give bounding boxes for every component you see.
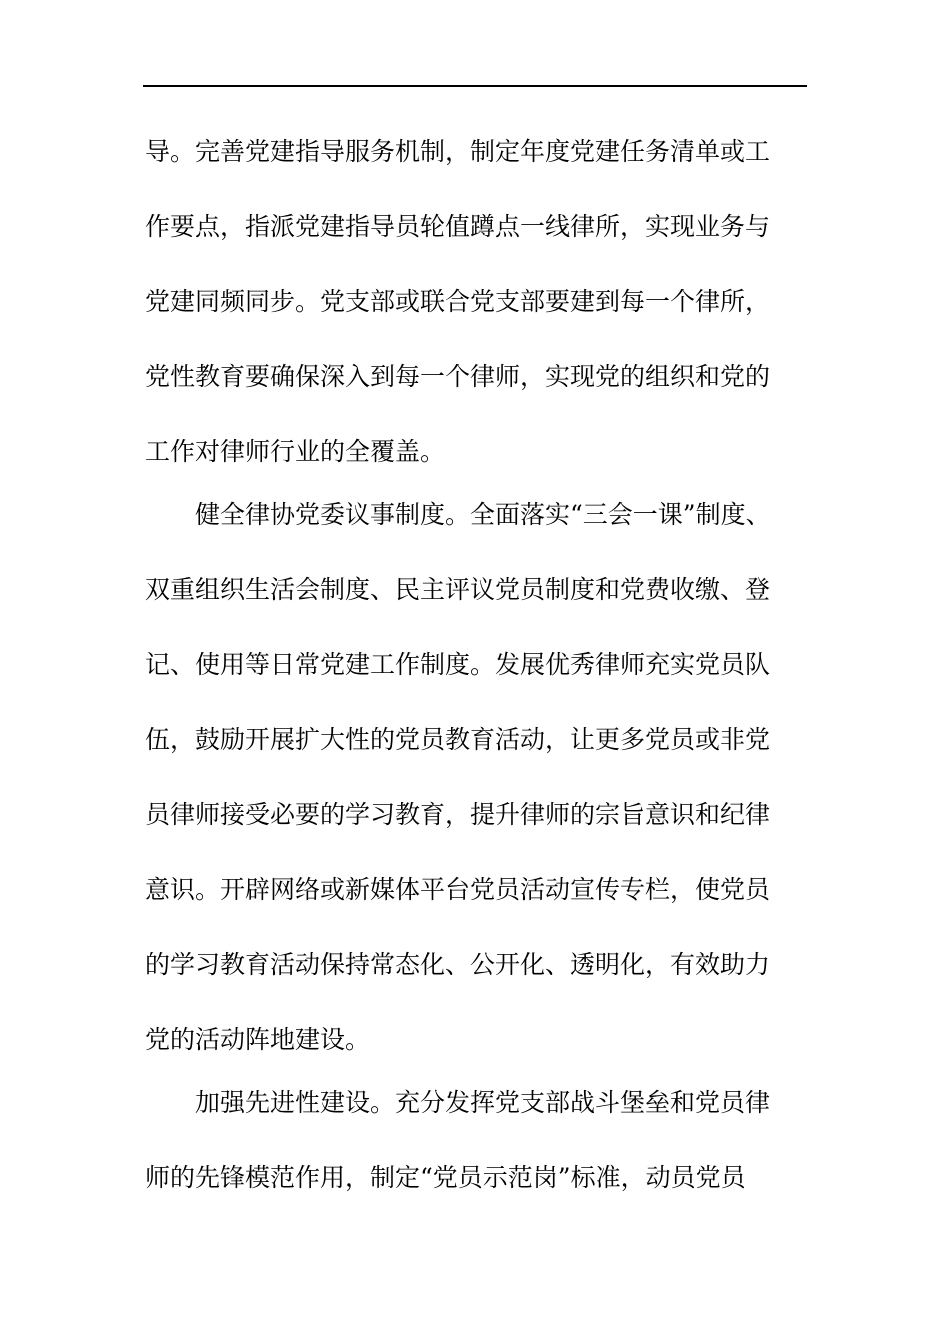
text-line: 加强先进性建设。充分发挥党支部战斗堡垒和党员律 [195, 1088, 771, 1117]
text-line: 员律师接受必要的学习教育，提升律师的宗旨意识和纪律 [145, 800, 771, 829]
text-line: 记、使用等日常党建工作制度。发展优秀律师充实党员队 [145, 650, 771, 679]
text-line: 工作对律师行业的全覆盖。 [145, 437, 446, 466]
text-line: 伍，鼓励开展扩大性的党员教育活动，让更多党员或非党 [145, 725, 771, 754]
text-line: 作要点，指派党建指导员轮值蹲点一线律所，实现业务与 [145, 212, 771, 241]
header-rule [143, 85, 807, 87]
text-line: 党性教育要确保深入到每一个律师，实现党的组织和党的 [145, 362, 771, 391]
text-line: 健全律协党委议事制度。全面落实“三会一课”制度、 [195, 500, 771, 529]
text-line: 双重组织生活会制度、民主评议党员制度和党费收缴、登 [145, 575, 771, 604]
text-line: 意识。开辟网络或新媒体平台党员活动宣传专栏，使党员 [145, 875, 771, 904]
text-line: 党建同频同步。党支部或联合党支部要建到每一个律所， [145, 287, 771, 316]
text-line: 党的活动阵地建设。 [145, 1025, 371, 1054]
text-line: 导。完善党建指导服务机制，制定年度党建任务清单或工 [145, 137, 771, 166]
text-line: 的学习教育活动保持常态化、公开化、透明化，有效助力 [145, 950, 771, 979]
text-line: 师的先锋模范作用，制定“党员示范岗”标准，动员党员 [145, 1163, 746, 1192]
